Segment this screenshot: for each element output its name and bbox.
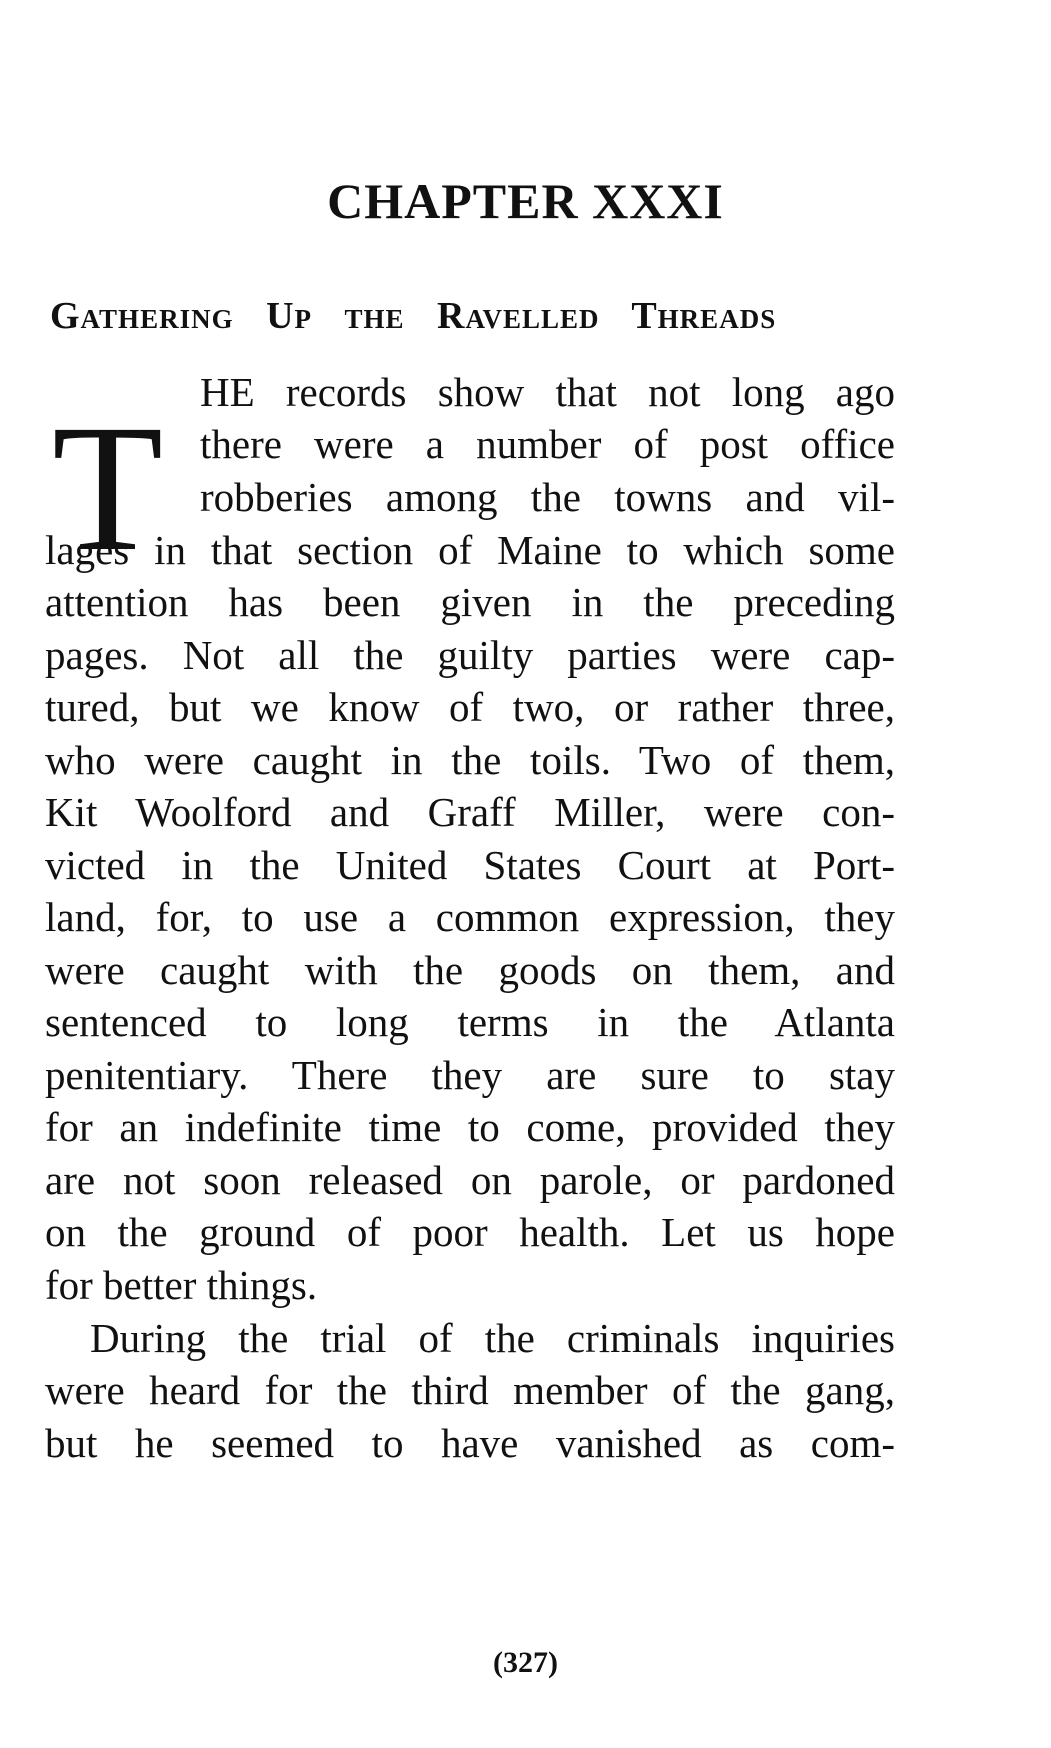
text-line: who were caught in the toils. Two of them, (45, 737, 895, 783)
text-line: land, for, to use a common expression, they (45, 894, 895, 940)
text-line: tured, but we know of two, or rather three, (45, 684, 895, 730)
text-line: there were a number of post office (200, 421, 895, 467)
text-line: penitentiary. There they are sure to stay (45, 1052, 895, 1098)
text-line: During the trial of the criminals inquiries (90, 1315, 895, 1361)
text-line: lages in that section of Maine to which some (45, 527, 895, 573)
text-line: for better things. (45, 1262, 318, 1308)
text-line: pages. Not all the guilty parties were cap- (45, 632, 895, 678)
text-line: attention has been given in the preceding (45, 579, 895, 625)
chapter-title: CHAPTER XXXI (327, 173, 724, 229)
text-line: victed in the United States Court at Port- (45, 842, 895, 888)
text-line: were heard for the third member of the gang, (45, 1367, 895, 1413)
text-line: on the ground of poor health. Let us hope (45, 1209, 895, 1255)
text-line: HE records show that not long ago (200, 369, 895, 415)
text-line: were caught with the goods on them, and (45, 947, 895, 993)
text-line: Kit Woolford and Graff Miller, were con- (45, 789, 895, 835)
text-line: for an indefinite time to come, provided they (45, 1104, 895, 1150)
chapter-subtitle: Gathering Up the Ravelled Threads (50, 295, 777, 337)
text-line: sentenced to long terms in the Atlanta (45, 999, 895, 1045)
text-line: robberies among the towns and vil- (200, 474, 895, 520)
drop-cap: T (52, 388, 164, 589)
page-number: (327) (493, 1646, 558, 1679)
text-line: are not soon released on parole, or pardoned (45, 1157, 895, 1203)
text-line: but he seemed to have vanished as com- (45, 1420, 895, 1466)
